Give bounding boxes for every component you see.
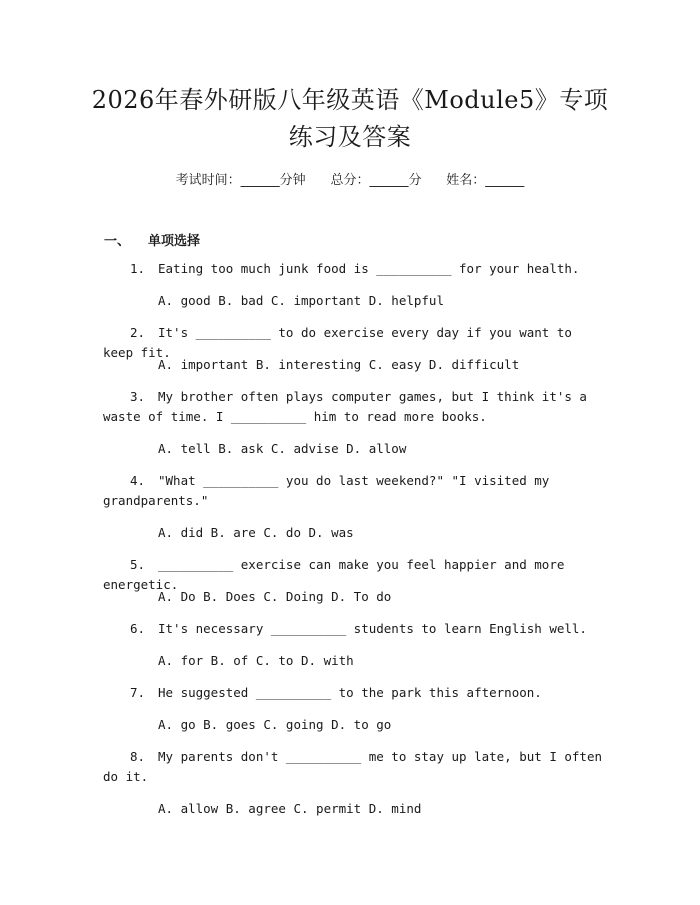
question-text: It's __________ to do exercise every day if you want to keep fit. <box>103 325 572 360</box>
question-number: 7. <box>130 685 146 700</box>
question-item <box>103 259 603 279</box>
question-options: A. did B. are C. do D. was <box>158 525 354 540</box>
question-options: A. for B. of C. to D. with <box>158 653 354 668</box>
question-options: A. important B. interesting C. easy D. difficult <box>158 357 520 372</box>
question-options: A. good B. bad C. important D. helpful <box>158 293 444 308</box>
question-text: My brother often plays computer games, but I think it's a waste of time. I __________ him to read more books. <box>103 389 587 424</box>
question-item <box>103 471 603 511</box>
section-title: 单项选择 <box>148 234 201 249</box>
question-item <box>103 387 603 427</box>
question-options: A. go B. goes C. going D. to go <box>158 717 392 732</box>
question-text: Eating too much junk food is __________ for your health. <box>158 261 580 276</box>
exam-meta <box>0 169 700 188</box>
question-number: 5. <box>130 557 146 572</box>
question-options: A. Do B. Does C. Doing D. To do <box>158 589 392 604</box>
question-number: 4. <box>130 473 146 488</box>
question-number: 8. <box>130 749 146 764</box>
section-number: 一、 <box>104 234 131 249</box>
page-title: 2026年春外研版八年级英语《Module5》专项练习及答案 <box>91 86 609 151</box>
question-number: 2. <box>130 325 146 340</box>
question-options: A. tell B. ask C. advise D. allow <box>158 441 407 456</box>
question-number: 1. <box>130 261 146 276</box>
question-options: A. allow B. agree C. permit D. mind <box>158 801 422 816</box>
question-number: 6. <box>130 621 146 636</box>
question-text: It's necessary __________ students to learn English well. <box>158 621 587 636</box>
student-name-label: 姓名：______ <box>446 173 525 188</box>
question-number: 3. <box>130 389 146 404</box>
question-text: My parents don't __________ me to stay up late, but I often do it. <box>103 749 603 784</box>
question-item <box>103 747 603 787</box>
section-heading <box>104 230 200 249</box>
question-text: __________ exercise can make you feel happier and more energetic. <box>103 557 565 592</box>
exam-time-label: 考试时间：______分钟 <box>175 173 306 188</box>
question-text: He suggested __________ to the park this afternoon. <box>158 685 542 700</box>
total-score-label: 总分：______分 <box>330 173 422 188</box>
question-item <box>103 683 603 703</box>
question-text: "What __________ you do last weekend?" "I visited my grandparents." <box>103 473 550 508</box>
question-item <box>103 619 603 639</box>
